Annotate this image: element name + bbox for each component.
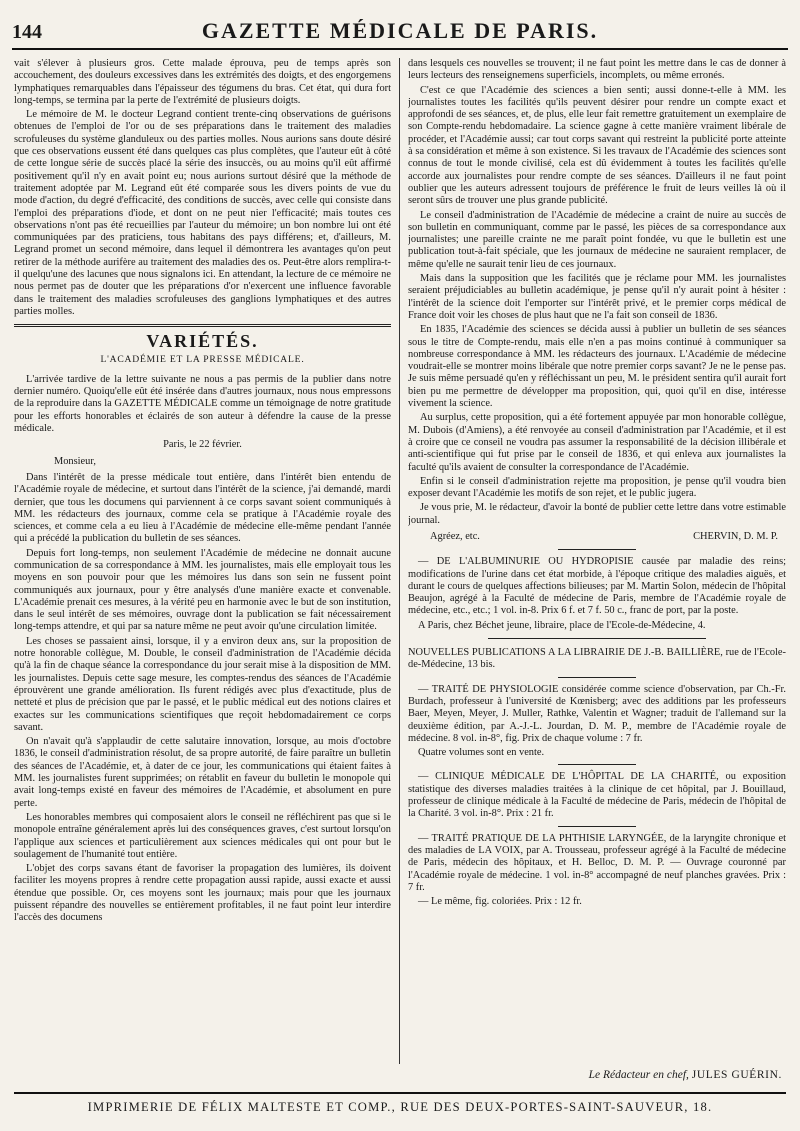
bibliography-entry: — DE L'ALBUMINURIE OU HYDROPISIE causée par maladie des reins; modifications de l'urine dans cet état morbide, à l'époque critique des maladies aiguës, et durant le cours de quelques affections bilieuses; par M. Martin Solon, médecin de l'hôpital Beaujon, agrégé à la Faculté de médecine de Paris, membre de l'Académie royale de médecine, etc., etc.; 1 vol. in-8. Prix 6 f. et 7 f. 50 c., franc de port, par la poste. — [408, 556, 786, 617]
bibliography-heading: NOUVELLES PUBLICATIONS A LA LIBRAIRIE DE J.-B. BAILLIÈRE, rue de l'Ecole-de-Médecine, 13 bis. — [408, 647, 786, 671]
paragraph: Le mémoire de M. le docteur Legrand contient trente-cinq observations de guérisons obtenues de l'emploi de l'or ou de ses préparations dans le traitement des maladies scrofuleuses du système glanduleux ou des parties molles. Nous aurions sans doute désiré que ces observations eussent été dans quelques cas plus complètes, que l'auteur eût à côté de cette longue série de succès placé la série des insuccès, ou au moins qu'il eût affirmé positivement qu'il n'y en avait point eu; nous aurions surtout désiré que la méthode de traitement adoptée par M. Legrand eût été comparée sous les divers points de vue du mode d'action, du degré d'efficacité, des conditions de succès, avec celle qui consiste dans l'emploi des préparations d'iode, et dont on ne peut nier l'efficacité; mais toutes ces observations n'ont pas été recueillies par l'auteur du mémoire; un bon nombre lui ont été communiquées par des praticiens, tous habitans des pays différens; et, d'ailleurs, M. Legrand promet un second mémoire, dans lequel il démontrera les avantages qu'on peut retirer de la méthode aurifère au traitement des maladies des os. Peut-être alors remplira-t-il quelqu'une des lacunes que nous signalons ici. En attendant, la lecture de ce mémoire ne nous permet pas de douter que les préparations d'or n'exercent une influence favorable dans le traitement des maladies scrofuleuses des ganglions lymphatiques et des autres parties molles. — [14, 109, 391, 317]
paragraph: On n'avait qu'à s'applaudir de cette salutaire innovation, lorsque, au mois d'octobre 1836, le conseil d'administration résolut, de sa propre autorité, de faire paraître un bulletin des séances de l'Académie, et, à dater de ce jour, les communications qui étaient faites à MM. les journalistes furent supprimées; on rétablit en faveur du bulletin le monopole qui avait long-temps existé en faveur des mémoires de l'Académie, et absolument en pure perte. — [14, 736, 391, 809]
divider — [488, 638, 706, 639]
bibliography-entry: Quatre volumes sont en vente. — [418, 747, 545, 759]
paragraph: Je vous prie, M. le rédacteur, d'avoir la bonté de publier cette lettre dans votre estimable journal. — [408, 502, 786, 526]
paragraph: L'objet des corps savans étant de favoriser la propagation des lumières, ils doivent faciliter les moyens propres à rendre cette propagation aussi rapide, aussi exacte et aussi étendue que possible. Or, ces moyens sont les journaux; mais pour que les journaux puissent répandre des nouvelles se entièrement profitables, il ne faut point leur interdire l'accès des documens — [14, 863, 391, 924]
paragraph: Au surplus, cette proposition, qui a été fortement appuyée par mon honorable collègue, M. Dubois (d'Amiens), a été renvoyée au conseil d'administration par l'Académie, et il est à croire que ce conseil ne voudra pas assumer la responsabilité de la décision illibérale et anti-scientifique qui fut prise par le conseil de 1836, et qui enleva aux journalistes la faculté qu'ils avaient de consulter la correspondance de l'Académie. — [408, 412, 786, 473]
divider — [558, 764, 636, 765]
bibliography-entry: — TRAITÉ DE PHYSIOLOGIE considérée comme science d'observation, par Ch.-Fr. Burdach, professeur à l'université de Kœnisberg; avec des additions par les professeurs Baer, Meyen, Meyer, J. Muller, Rathke, Valentin et Wagner; traduit de l'allemand sur la deuxième édition, par A.-J.-L. Jourdan, D. M. P., membre de l'Académie royale de médecine. 8 vol. in-8°, fig. Prix de chaque volume : 7 fr. — [408, 683, 786, 744]
newspaper-title: GAZETTE MÉDICALE DE PARIS. — [201, 18, 599, 43]
printer-imprint: IMPRIMERIE DE FÉLIX MALTESTE ET COMP., RUE DES DEUX-PORTES-SAINT-SAUVEUR, 18. — [14, 1092, 786, 1126]
right-column — [408, 58, 786, 1064]
letter-signature: CHERVIN, D. M. P. — [693, 530, 778, 542]
paragraph: Enfin si le conseil d'administration rejette ma proposition, je pense qu'il voudra bien exposer devant l'Académie les motifs de son rejet, et le public jugera. — [408, 475, 786, 500]
letter-signoff — [408, 531, 786, 543]
paragraph: C'est ce que l'Académie des sciences a bien senti; aussi donne-t-elle à MM. les journalistes toutes les facilités qu'ils peuvent désirer pour rendre un compte exact et approfondi de ses séances, et, de plus, elle leur fait remettre gratuitement un exemplaire de son Compte-rendu hebdomadaire. La science gagne à cette manière vraiment libérale de procéder, et l'Académie aussi; car tout corps savant qui restreint la publicité porte atteinte à sa considération et même à son existence. Si les travaux de l'Académie des sciences sont connus de tout le monde civilisé, cela est dû évidemment à toutes les facilités qu'elle accorde aux journalistes pour rendre compte de ses séances. D'ailleurs il ne faut point oublier que les auteurs adressent toujours de préférence le fruit de leurs veilles là où il seront sûrs de trouver une plus grande publicité. — [408, 84, 786, 207]
editor-credit — [589, 1069, 782, 1081]
paragraph: Dans l'intérêt de la presse médicale tout entière, dans l'intérêt bien entendu de l'Académie royale de médecine, et surtout dans l'intérêt de la science, j'ai demandé, mardi dernier, que tous les documens qui parviennent à ce corps savant soient communiqués à MM. les rédacteurs des journaux, comme cela se pratique à l'Académie royale des sciences, et comme cela a eu lieu à l'Académie de médecine elle-même pendant l'année qui a précédé la publication du bulletin de ses séances. — [14, 471, 391, 545]
paragraph: Mais dans la supposition que les facilités que je réclame pour MM. les journalistes seraient préjudiciables au bulletin académique, je pense qu'il n'y aurait point à hésiter : l'intérêt de la science doit l'emporter sur l'intérêt privé, et le premier corps médical de France doit voir les choses de plus haut que ne l'a fait son conseil de 1836. — [408, 273, 786, 321]
editor-label: Le Rédacteur en chef, — [588, 1069, 689, 1081]
page-header — [12, 12, 788, 50]
paragraph: dans lesquels ces nouvelles se trouvent; il ne faut point les mettre dans le cas de donner à leurs lecteurs des renseignemens superficiels, incomplets, ou même erronés. — [408, 58, 786, 82]
letter-salutation: Monsieur, — [54, 455, 97, 467]
paragraph: L'arrivée tardive de la lettre suivante ne nous a pas permis de la publier dans notre dernier numéro. Quoiqu'elle eût été insérée dans d'autres journaux, nous nous empressons de la reproduire dans la GAZETTE MÉDICALE comme un témoignage de notre gratitude pour les efforts honorables et éclairés de son auteur à défendre la cause de la presse médicale. — [14, 373, 391, 435]
letter-dateline: Paris, le 22 février. — [163, 439, 242, 451]
page-number: 144 — [12, 21, 42, 43]
letter-closing: Agréez, etc. — [430, 530, 480, 542]
paragraph: vait s'élever à plusieurs gros. Cette malade éprouva, peu de temps après son accouchement, des douleurs excessives dans les extrémités des doigts, et des engorgemens lymphatiques remarquables dans l'épaisseur des tégumens du bras. Cet état, qui dura fort long-temps, se termina par la perte de l'extrémité de plusieurs doigts. — [14, 58, 391, 106]
bibliography-entry: — CLINIQUE MÉDICALE DE L'HÔPITAL DE LA CHARITÉ, ou exposition statistique des diverses maladies traitées à la clinique de cet hôpital, par J. Bouillaud, professeur de clinique médicale à la Faculté de médecine de Paris, médecin de l'hôpital de la Charité. 3 vol. in-8°. Prix : 21 fr. — [408, 771, 786, 820]
bibliography-entry: — TRAITÉ PRATIQUE DE LA PHTHISIE LARYNGÉE, de la laryngite chronique et des maladies de LA VOIX, par A. Trousseau, professeur agrégé à la Faculté de médecine de Paris, médecin des hôpitaux, et H. Belloc, D. M. P. — Ouvrage couronné par l'Académie royale de médecine. 1 vol. in-8° accompagné de neuf planches gravées. Prix : 7 fr. — [408, 832, 786, 893]
bibliography — [408, 556, 786, 908]
divider — [558, 549, 636, 550]
bibliography-entry: A Paris, chez Béchet jeune, libraire, place de l'Ecole-de-Médecine, 4. — [418, 619, 706, 631]
left-column — [14, 58, 391, 1064]
section-divider — [14, 324, 391, 327]
paragraph: En 1835, l'Académie des sciences se décida aussi à publier un bulletin de ses séances sous le titre de Compte-rendu, mais elle n'en a pas moins continué à communiquer sa nombreuse correspondance à MM. les rédacteurs des journaux. L'Académie de médecine voudrait-elle se montrer moins libérale que notre premier corps savant? Je ne le pense pas. Je suis même persuadé qu'en y réfléchissant un peu, M. le président sentira qu'il aurait fort bien pu me permettre de développer ma proposition, qui, quoi qu'il en dise, intéresse vivement la science. — [408, 324, 786, 410]
column-divider — [399, 58, 400, 1064]
paragraph: Depuis fort long-temps, non seulement l'Académie de médecine ne donnait aucune communication de sa correspondance à MM. les journalistes, mais elle employait tous les moyens en son pouvoir pour que les mémoires lus dans son sein ne fussent point communiqués aux journaux, pour y être analysés d'une manière exacte et convenable. L'Académie prenait ces mesures, à la vérité peu en harmonie avec le but de son institution, dans le seul intérêt de ses mémoires, ouvrage dont la publication se fait nécessairement long-temps attendre, et qui par sa nature même ne peut avoir qu'une circulation limitée. — [14, 547, 391, 633]
paragraph: Les honorables membres qui composaient alors le conseil ne réfléchirent pas que si le monopole entraîne généralement après lui des conséquences graves, c'est surtout lorsqu'on l'applique aux sciences et particulièrement aux sciences médicales qui ont pour but le soulagement de l'humanité tout entière. — [14, 811, 391, 860]
paragraph: Les choses se passaient ainsi, lorsque, il y a environ deux ans, sur la proposition de notre honorable collègue, M. Double, le conseil d'administration de l'Académie décida qu'à la fin de chaque séance la correspondance du jour serait mise à la disposition de MM. les journalistes. Depuis cette sage mesure, les comptes-rendus des séances de l'Académie éprouvèrent une grande amélioration. Ils furent rédigés avec plus d'exactitude, plus de netteté et plus de précision que par le passé, et le public médical eut des notions claires et exactes sur les communications scientifiques que reçoit hebdomadairement ce corps savant. — [14, 635, 391, 733]
divider — [558, 677, 636, 678]
section-subtitle: L'ACADÉMIE ET LA PRESSE MÉDICALE. — [100, 353, 305, 365]
divider — [558, 826, 636, 827]
paragraph: Le conseil d'administration de l'Académie de médecine a craint de nuire au succès de son bulletin en communiquant, comme par le passé, les pièces de sa correspondance aux journalistes; une pareille crainte ne me paraît point fondée, vu que le bulletin est une publication tout-à-fait spéciale, que les journaux de médecine ne sauraient remplacer, de même qu'elle ne saurait tenir lieu de ces journaux. — [408, 209, 786, 270]
editor-name: JULES GUÉRIN. — [691, 1069, 782, 1081]
section-title: VARIÉTÉS. — [146, 331, 259, 352]
bibliography-entry: — Le même, fig. coloriées. Prix : 12 fr. — [418, 896, 582, 908]
